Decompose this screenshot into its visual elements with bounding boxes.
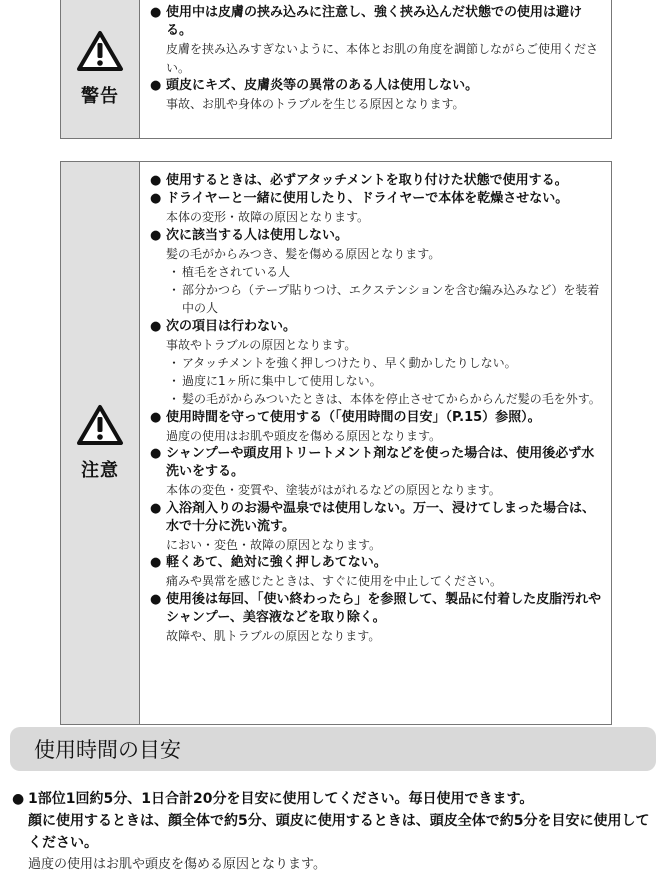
bullet-icon: ● bbox=[150, 555, 162, 571]
item-note: におい・変色・故障の原因となります。 bbox=[166, 538, 382, 553]
sub-dot-icon: ・ bbox=[168, 356, 181, 371]
item-title-text: シャンプーや頭皮用トリートメント剤などを使った場合は、使用後必ず水洗いをする。 bbox=[166, 446, 595, 480]
usage-guide-title-line1: 1部位1回約5分、1日合計20分を目安に使用してください。毎日使用できます。 bbox=[28, 791, 534, 807]
item-title bbox=[150, 172, 603, 190]
bullet-icon: ● bbox=[150, 591, 162, 607]
item-sub-text: 植毛をされている人 bbox=[182, 265, 291, 280]
list-item bbox=[150, 554, 603, 590]
warning-label: 警告 bbox=[81, 86, 119, 107]
item-title-text: 使用するときは、必ずアタッチメントを取り付けた状態で使用する。 bbox=[166, 173, 568, 188]
warning-items bbox=[140, 0, 611, 138]
item-sub bbox=[150, 281, 603, 317]
list-item bbox=[150, 591, 603, 646]
bullet-icon: ● bbox=[150, 446, 162, 462]
caution-box bbox=[60, 161, 612, 725]
bullet-icon: ● bbox=[150, 5, 162, 20]
item-title-text: 次に該当する人は使用しない。 bbox=[166, 227, 349, 243]
item-sub-text: 髪の毛がからみついたときは、本体を停止させてからからんだ髪の毛を外す。 bbox=[182, 392, 601, 407]
item-title bbox=[150, 4, 603, 40]
warning-box bbox=[60, 0, 612, 139]
item-title bbox=[150, 554, 603, 572]
bullet-icon: ● bbox=[150, 227, 162, 243]
bullet-icon: ● bbox=[150, 173, 162, 188]
list-item bbox=[150, 445, 603, 500]
item-note: 故障や、肌トラブルの原因となります。 bbox=[166, 629, 381, 644]
item-title-text: 頭皮にキズ、皮膚炎等の異常のある人は使用しない。 bbox=[166, 77, 479, 93]
item-title bbox=[150, 227, 603, 245]
sub-dot-icon: ・ bbox=[168, 283, 181, 298]
warning-triangle-icon bbox=[76, 30, 124, 72]
list-item bbox=[150, 4, 603, 77]
caution-label: 注意 bbox=[81, 460, 119, 481]
usage-guide-title-line2: 顔に使用するときは、顔全体で約5分、頭皮に使用するときは、頭皮全体で約5分を目安に使用してください。 bbox=[28, 813, 650, 851]
caution-items bbox=[140, 162, 611, 724]
item-title-text: 使用中は皮膚の挟み込みに注意し、強く挟み込んだ状態での使用は避ける。 bbox=[166, 5, 583, 39]
item-title-text: 入浴剤入りのお湯や温泉では使用しない。万一、浸けてしまった場合は、水で十分に洗い流す。 bbox=[166, 500, 596, 534]
list-item bbox=[150, 190, 603, 226]
item-sub bbox=[150, 372, 603, 390]
item-note: 過度の使用はお肌や頭皮を傷める原因となります。 bbox=[166, 428, 442, 443]
usage-section-header bbox=[10, 727, 656, 771]
item-title bbox=[150, 445, 603, 481]
item-title bbox=[150, 190, 603, 208]
item-title bbox=[150, 500, 603, 536]
list-item bbox=[150, 227, 603, 318]
item-sub bbox=[150, 390, 603, 408]
item-title bbox=[150, 318, 603, 336]
usage-section-heading: 使用時間の目安 bbox=[34, 738, 181, 762]
warning-side-panel bbox=[61, 0, 140, 138]
sub-dot-icon: ・ bbox=[168, 265, 181, 280]
list-item bbox=[150, 77, 603, 113]
item-note: 本体の変色・変質や、塗装がはがれるなどの原因となります。 bbox=[166, 483, 501, 498]
item-title bbox=[150, 591, 603, 627]
item-title bbox=[150, 77, 603, 95]
list-item bbox=[150, 409, 603, 445]
usage-guide-title bbox=[12, 788, 662, 854]
bullet-icon: ● bbox=[150, 500, 162, 516]
usage-guide bbox=[12, 788, 662, 876]
item-title-text: 使用後は毎回、「使い終わったら」を参照して、製品に付着した皮脂汚れやシャンプー、美容液などを取り除く。 bbox=[166, 591, 602, 625]
sub-dot-icon: ・ bbox=[168, 392, 181, 407]
item-title-text: ドライヤーと一緒に使用したり、ドライヤーで本体を乾燥させない。 bbox=[166, 191, 569, 207]
bullet-icon: ● bbox=[150, 191, 162, 207]
item-note: 事故やトラブルの原因となります。 bbox=[166, 337, 357, 352]
item-note: 髪の毛がからみつき、髪を傷める原因となります。 bbox=[166, 246, 441, 261]
sub-dot-icon: ・ bbox=[168, 374, 181, 389]
item-sub-text: アタッチメントを強く押しつけたり、早く動かしたりしない。 bbox=[182, 356, 517, 371]
item-title-text: 使用時間を守って使用する（「使用時間の目安」（P.15）参照）。 bbox=[166, 409, 541, 425]
item-note: 本体の変形・故障の原因となります。 bbox=[166, 210, 370, 225]
item-sub-text: 部分かつら（テープ貼りつけ、エクステンションを含む編み込みなど）を装着中の人 bbox=[182, 283, 600, 316]
bullet-icon: ● bbox=[150, 409, 162, 425]
item-note: 痛みや異常を感じたときは、すぐに使用を中止してください。 bbox=[166, 574, 503, 589]
list-item bbox=[150, 500, 603, 555]
warning-triangle-icon bbox=[76, 404, 124, 446]
item-sub bbox=[150, 263, 603, 281]
bullet-icon: ● bbox=[150, 77, 162, 93]
list-item bbox=[150, 172, 603, 190]
list-item bbox=[150, 318, 603, 409]
item-sub-text: 過度に1ヶ所に集中して使用しない。 bbox=[182, 374, 382, 389]
item-sub bbox=[150, 354, 603, 372]
item-note: 皮膚を挟み込みすぎないように、本体とお肌の角度を調節しながらご使用ください。 bbox=[166, 42, 599, 75]
item-note: 事故、お肌や身体のトラブルを生じる原因となります。 bbox=[166, 97, 465, 112]
usage-guide-note: 過度の使用はお肌や頭皮を傷める原因となります。 bbox=[28, 857, 326, 872]
caution-side-panel bbox=[61, 162, 140, 724]
bullet-icon: ● bbox=[12, 791, 25, 807]
item-title-text: 次の項目は行わない。 bbox=[166, 318, 297, 334]
bullet-icon: ● bbox=[150, 318, 162, 334]
item-title-text: 軽くあて、絶対に強く押しあてない。 bbox=[166, 555, 387, 571]
item-title bbox=[150, 409, 603, 427]
